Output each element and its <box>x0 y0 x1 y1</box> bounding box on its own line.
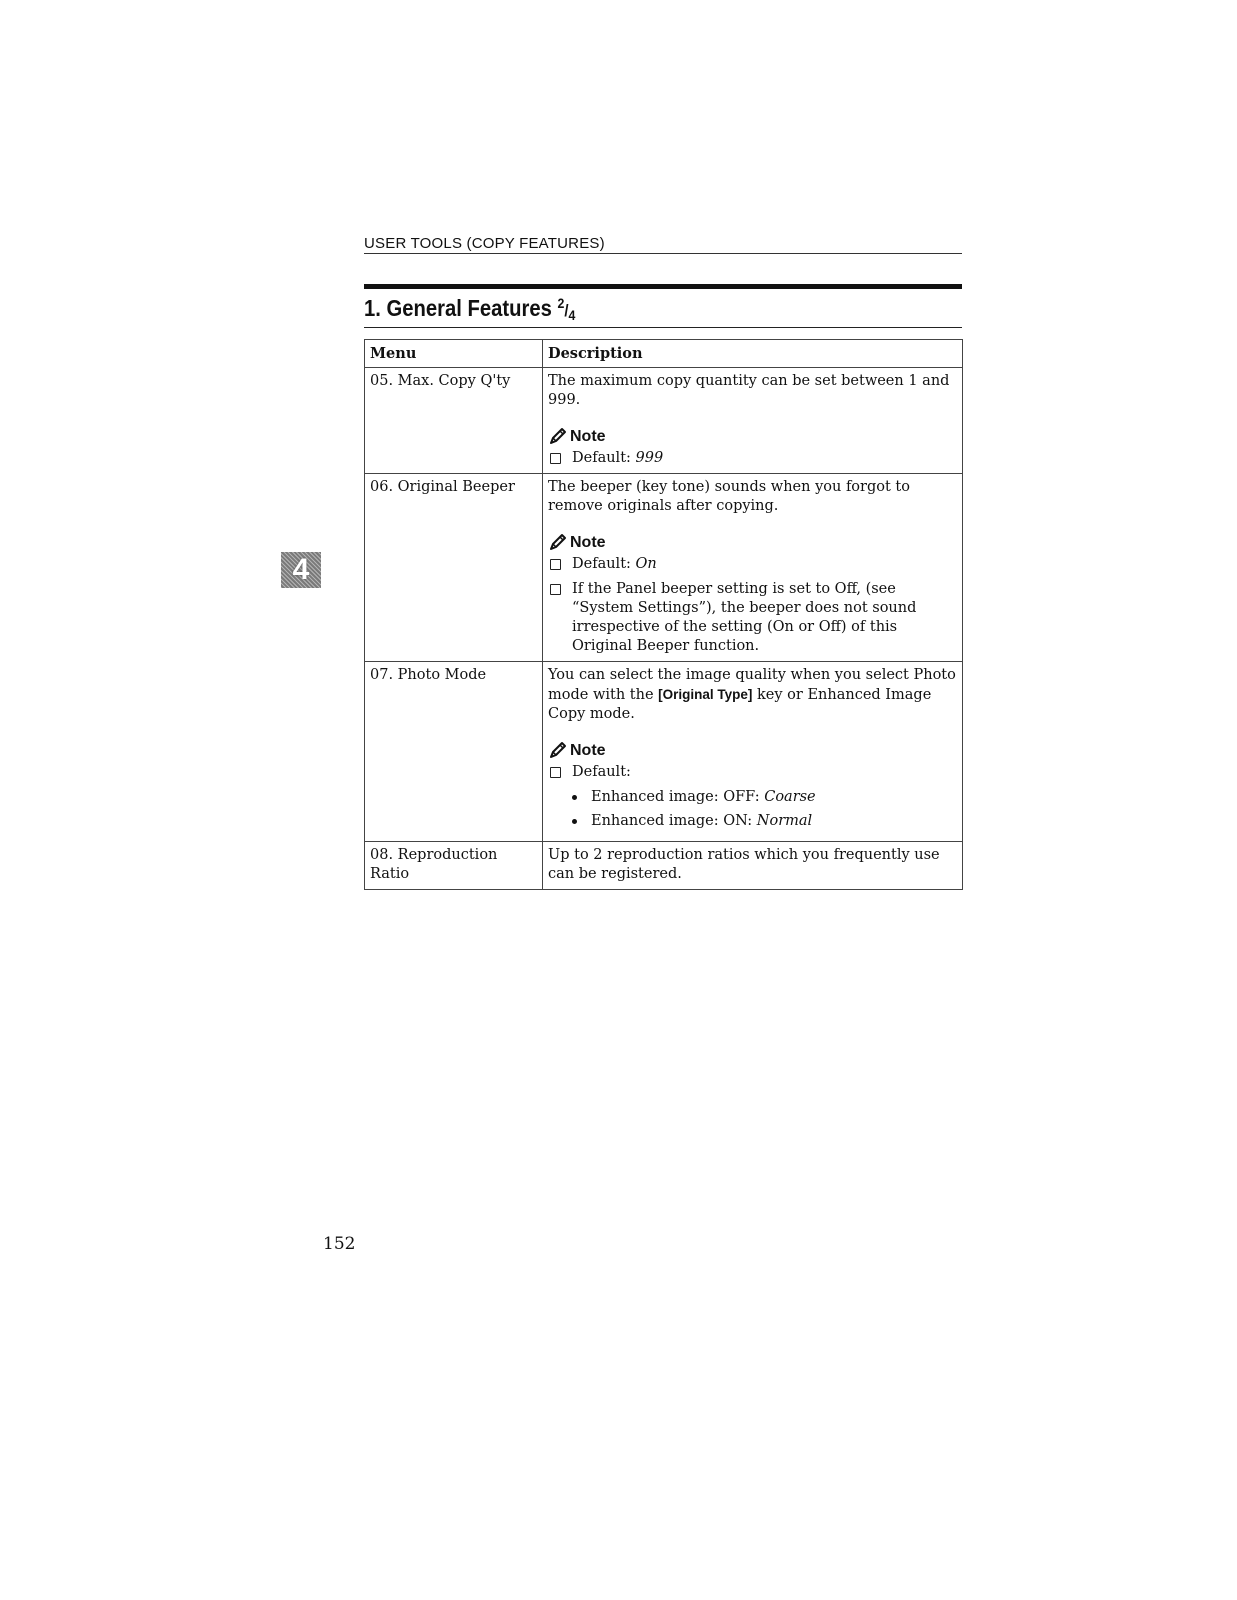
menu-cell: 07. Photo Mode <box>365 662 543 842</box>
default-label: Default: <box>572 450 636 466</box>
description-text: The beeper (key tone) sounds when you forgot to remove originals after copying. <box>548 479 910 514</box>
note-heading <box>548 740 958 760</box>
key-label: Original Type <box>662 687 748 702</box>
section-title <box>364 295 575 323</box>
note-label: Note <box>570 741 606 759</box>
note-text: If the Panel beeper setting is set to Off, (see “System Settings”), the beeper does not sound irrespective of the setting (On or Off) of this Original Beeper function. <box>572 581 917 654</box>
checkbox-icon <box>550 559 561 570</box>
description-text: Up to 2 reproduction ratios which you frequently use can be registered. <box>548 847 940 882</box>
pencil-icon <box>548 426 568 446</box>
note-item <box>548 580 958 656</box>
bullet-icon <box>572 795 577 800</box>
default-value: 999 <box>635 450 664 466</box>
features-table <box>364 339 963 890</box>
description-column-header: Description <box>543 340 963 368</box>
title-rule-top <box>364 284 962 289</box>
pencil-icon <box>548 532 568 552</box>
section-title-text: 1. General Features <box>364 295 552 321</box>
bullet-label: Enhanced image: ON: <box>591 813 757 829</box>
description-cell <box>543 842 963 890</box>
note-item <box>548 763 958 782</box>
description-cell <box>543 474 963 662</box>
list-item <box>548 812 958 831</box>
note-label: Note <box>570 427 606 445</box>
description-text <box>548 666 958 724</box>
default-value: On <box>635 556 657 572</box>
description-text-part: key or Enhanced Image Copy mode. <box>548 687 932 722</box>
fraction-numerator: 2 <box>557 295 565 311</box>
checkbox-icon <box>550 767 561 778</box>
page-fraction: $^2/_4$ <box>557 295 576 323</box>
note-label: Note <box>570 533 606 551</box>
bullet-value: Normal <box>756 813 813 829</box>
page-number: 152 <box>323 1234 356 1254</box>
chapter-tab-number: 4 <box>292 553 310 586</box>
chapter-tab <box>281 552 321 588</box>
bullet-label: Enhanced image: OFF: <box>591 789 765 805</box>
note-heading <box>548 532 958 552</box>
description-text-part: You can select the image quality when you select Photo mode with the <box>548 667 956 703</box>
fraction-denominator: 4 <box>568 307 576 323</box>
title-rule-bottom <box>364 327 962 328</box>
default-label: Default: <box>572 556 636 572</box>
checkbox-icon <box>550 453 561 464</box>
running-head: USER TOOLS (COPY FEATURES) <box>364 235 962 254</box>
menu-column-header: Menu <box>365 340 543 368</box>
description-text: The maximum copy quantity can be set between 1 and 999. <box>548 373 950 408</box>
note-heading <box>548 426 958 446</box>
description-cell <box>543 662 963 842</box>
menu-cell: 05. Max. Copy Q'ty <box>365 368 543 474</box>
checkbox-icon <box>550 584 561 595</box>
original-type-key: [Original Type] <box>658 687 753 702</box>
pencil-icon <box>548 740 568 760</box>
list-item <box>548 788 958 807</box>
table-row <box>365 662 963 842</box>
table-row <box>365 842 963 890</box>
note-item <box>548 449 958 468</box>
note-item <box>548 555 958 574</box>
menu-cell: 06. Original Beeper <box>365 474 543 662</box>
table-row <box>365 474 963 662</box>
table-row <box>365 368 963 474</box>
bullet-list <box>548 788 958 831</box>
menu-cell: 08. Reproduction Ratio <box>365 842 543 890</box>
bullet-value: Coarse <box>764 789 816 805</box>
table-header-row <box>365 340 963 368</box>
bullet-icon <box>572 819 577 824</box>
default-label: Default: <box>572 764 631 780</box>
description-cell <box>543 368 963 474</box>
